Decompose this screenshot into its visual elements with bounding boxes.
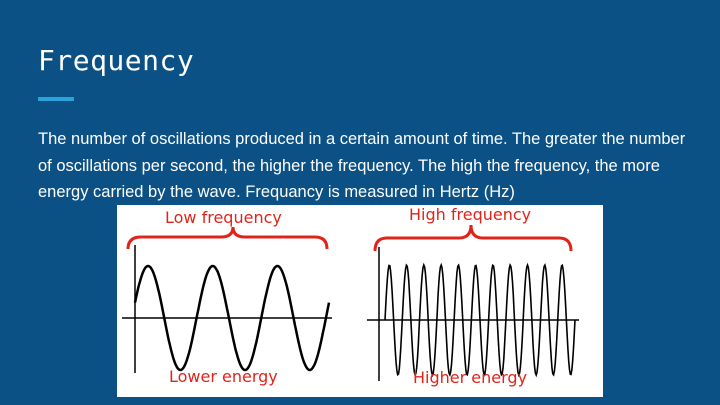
higher-energy-label: Higher energy bbox=[413, 368, 528, 387]
low-frequency-label: Low frequency bbox=[165, 208, 282, 227]
frequency-diagram bbox=[117, 205, 603, 397]
high-frequency-brace bbox=[375, 225, 571, 251]
high-frequency-label: High frequency bbox=[409, 205, 532, 224]
slide-body-text: The number of oscillations produced in a certain amount of time. The greater the number of oscillations per second, the higher the frequency. The high the frequency, the more energy carried by the wave. Frequancy is measured in Hertz (Hz) bbox=[38, 130, 686, 201]
title-underline bbox=[38, 97, 74, 101]
low-frequency-brace bbox=[128, 227, 327, 249]
lower-energy-label: Lower energy bbox=[169, 367, 278, 386]
slide-title: Frequency bbox=[38, 44, 195, 77]
frequency-figure bbox=[117, 205, 603, 397]
